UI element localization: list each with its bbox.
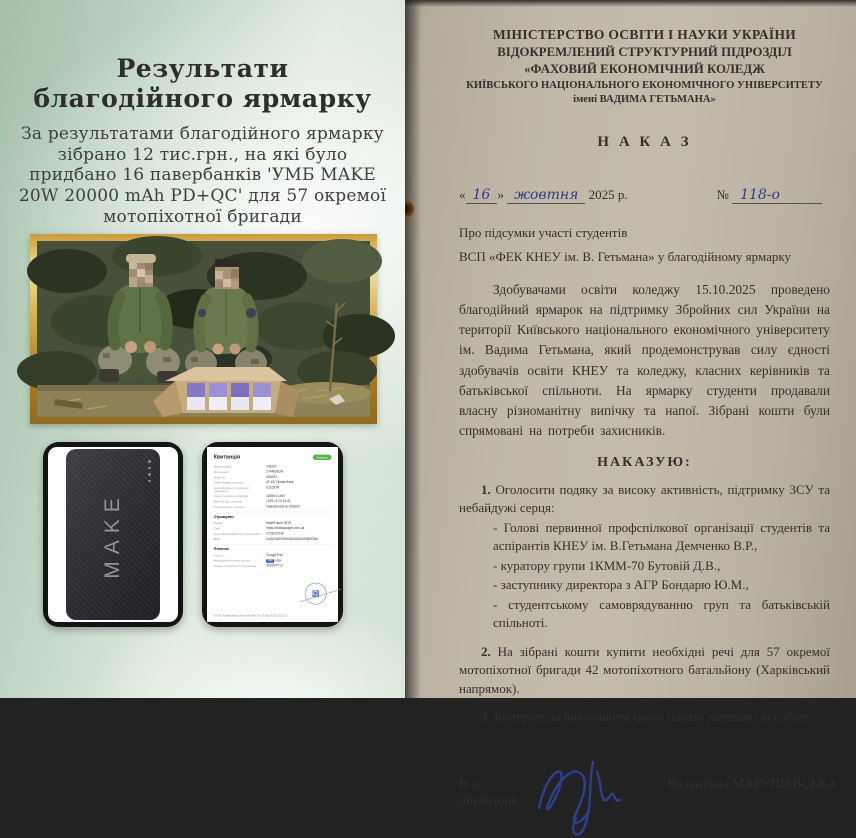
named-after-line: імені ВАДИМА ГЕТЬМАНА» [573, 94, 716, 106]
handwritten-month: жовтня [507, 187, 585, 204]
order-item-3 [459, 708, 830, 726]
receipt-row-value: Google Pay [266, 553, 283, 558]
item-text: Контроль за виконанням цього наказу залишаю за собою. [494, 708, 813, 724]
subitem: - куратору групи 1КММ-70 Бутовій Д.В., [493, 557, 721, 573]
signer-role: В.о. директора [459, 776, 518, 808]
document-header [459, 26, 830, 107]
receipt-row-label: Дата та час операції [213, 499, 242, 504]
powerbank-led-indicators [148, 460, 151, 486]
subject-block [459, 221, 830, 268]
soldiers-photo-frame [30, 234, 377, 424]
powerbank-photo [48, 447, 178, 622]
receipt-footer: АТ КБ ПриватБанк (Ліцензія НБУ № 22 від 05.10.2011 р.) [213, 613, 288, 618]
receipt-row-value: S1103TN [266, 485, 280, 490]
receipt-row-value: 11856.0 UAH [266, 494, 285, 498]
receipt-photo-frame [202, 442, 343, 627]
item-text: Оголосити подяку за високу активність, підтримку ЗСУ та небайдужі серця: [459, 482, 830, 516]
order-item-1-subitems [493, 519, 830, 633]
soldiers-photo-illustration [37, 241, 370, 417]
document-body: Здобувачами освіти коледжу 15.10.2025 проведено благодійний ярмарок на підтримку Збройних сил України на території Київського національного економічного університету ім. Вадима Гетьмана, який продемонстрував силу єдності здобувачів освіти КНЕУ та коледжу, класних керівників та батьківської спільноти. На ярмарку студенти продавали власну різноманітну випічку та напої. Зібрані кошти були спрямовані на потреби захисників. [459, 282, 830, 438]
subitem: - Голові первинної профспілкової організації студентів та аспірантів КНЕУ ім. В.Гетьмана Демченко В.Р., [493, 519, 830, 554]
year-suffix: 2025 р. [588, 187, 628, 203]
visa-logo: VISA [267, 559, 273, 562]
receipt-row-label: ІД операції [213, 470, 229, 474]
receipt-status-badge: Успішно [313, 455, 332, 460]
order-heading: Н А К А З [597, 134, 692, 151]
number-sign: № [716, 187, 729, 203]
receipt-row-label: Спосіб [213, 553, 223, 558]
order-item-1 [459, 481, 830, 518]
powerbank-brand-logo: MAKE [101, 490, 124, 579]
signature-row [459, 752, 838, 838]
receipt-row-value: 805293 [266, 475, 277, 479]
receipt-row-label: Назва [213, 521, 223, 525]
receipt-row-label: Order ID [213, 475, 226, 479]
subitem: - студентському самоврядуванню груп та батьківській спільноті. [493, 596, 830, 631]
product-images-row [0, 442, 405, 627]
item-number: 3. [481, 708, 491, 724]
open-quote: « [459, 187, 466, 203]
receipt-row-label: Вид операції [213, 464, 232, 469]
signature-ink [523, 752, 653, 838]
ministry-line: МІНІСТЕРСТВО ОСВІТИ І НАУКИ УКРАЇНИ [492, 27, 797, 42]
college-line: «ФАХОВИЙ ЕКОНОМІЧНИЙ КОЛЕДЖ [524, 62, 765, 77]
card-title: Результати благодійного ярмарку [33, 54, 372, 113]
receipt-row-value: 2153032240 [266, 531, 284, 536]
receipt-row-label: Ідентифікаційний код отримувача [213, 532, 261, 536]
date-field [459, 187, 628, 204]
receipt-row-label: Ідентифікатор платіжного термінала [213, 486, 250, 493]
close-quote: » [497, 187, 504, 203]
receipt-row-value: 2744836ON [266, 469, 284, 474]
subject-line-2: ВСП «ФЕК КНЕУ ім. В. Гетьмана» у благодійному ярмарку [459, 248, 791, 264]
receipt-row-label: Банк-еквайр платежу [213, 480, 244, 485]
receipt-title: Квитанція [213, 454, 241, 460]
receipt-row-value: https://makegadget.com.ua [266, 526, 305, 531]
receipt-row-label: Сайт [213, 526, 221, 531]
receipt-row-value: MakeFuture ФОП [266, 521, 292, 525]
card-summary: За результатами благодійного ярмарку зібрано 12 тис.грн., на які було придбано 16 павербанків 'УМБ MAKE 20W 20000 mAh PD+QC' для 57 окремої мотопіхотної бригади [18, 124, 387, 227]
receipt-screenshot [207, 447, 338, 622]
receipt-row-value: visa [275, 558, 281, 563]
powerbank-photo-frame [43, 442, 183, 627]
receipt-row-value: 146197 [266, 464, 277, 469]
date-and-number-row [459, 187, 830, 204]
university-line: КИЇВСЬКОГО НАЦІОНАЛЬНОГО ЕКОНОМІЧНОГО УНІВЕРСИТЕТУ [466, 79, 823, 91]
order-number-field [716, 187, 822, 204]
charity-results-card [0, 0, 405, 698]
subject-line-1: Про підсумки участі студентів [459, 225, 628, 241]
receipt-row-label: Сума та валюта операції [213, 494, 249, 498]
resolve-heading: НАКАЗУЮ: [597, 455, 692, 470]
receipt-row-label: Призначення платежу [213, 505, 245, 509]
powerbank-device [66, 449, 160, 620]
hole-punch [405, 200, 414, 218]
receipt-row-value: 453784**13 [266, 563, 283, 568]
receipt-recipient-title: Отримувач [213, 514, 234, 519]
receipt-row-value: Замовлення № 805293 [266, 504, 300, 509]
receipt-row-label: Номер платіжного інструмента [213, 564, 257, 568]
receipt-row-value: АТ КБ 'ПриватБанк' [266, 480, 295, 485]
receipt-row-value: UA303052990000026002053800368 [266, 537, 319, 541]
receipt-row-label: Маскований номер картки [213, 558, 250, 563]
receipt-row-label: IBAN [213, 537, 221, 541]
subitem: - заступнику директора з АГР Бондарю Ю.М., [493, 577, 749, 593]
receipt-payer-title: Платник [213, 547, 229, 552]
item-text: На зібрані кошти купити необхідні речі для 57 окремої мотопіхотної бригади 42 мотопіхотного батальйону (Харківський напрямок). [459, 643, 831, 696]
handwritten-number: 118-о [732, 187, 822, 204]
order-item-2 [459, 643, 830, 698]
receipt-row-value: 2025.11.20 14:41 [266, 499, 291, 504]
item-number: 1. [481, 482, 491, 497]
signer-name: Валентина МАРУШЕВСЬКА [667, 776, 838, 792]
handwritten-day: 16 [466, 187, 498, 204]
item-number: 2. [481, 643, 491, 659]
unit-line: ВІДОКРЕМЛЕНИЙ СТРУКТУРНИЙ ПІДРОЗДІЛ [497, 45, 792, 60]
order-document [405, 0, 856, 808]
